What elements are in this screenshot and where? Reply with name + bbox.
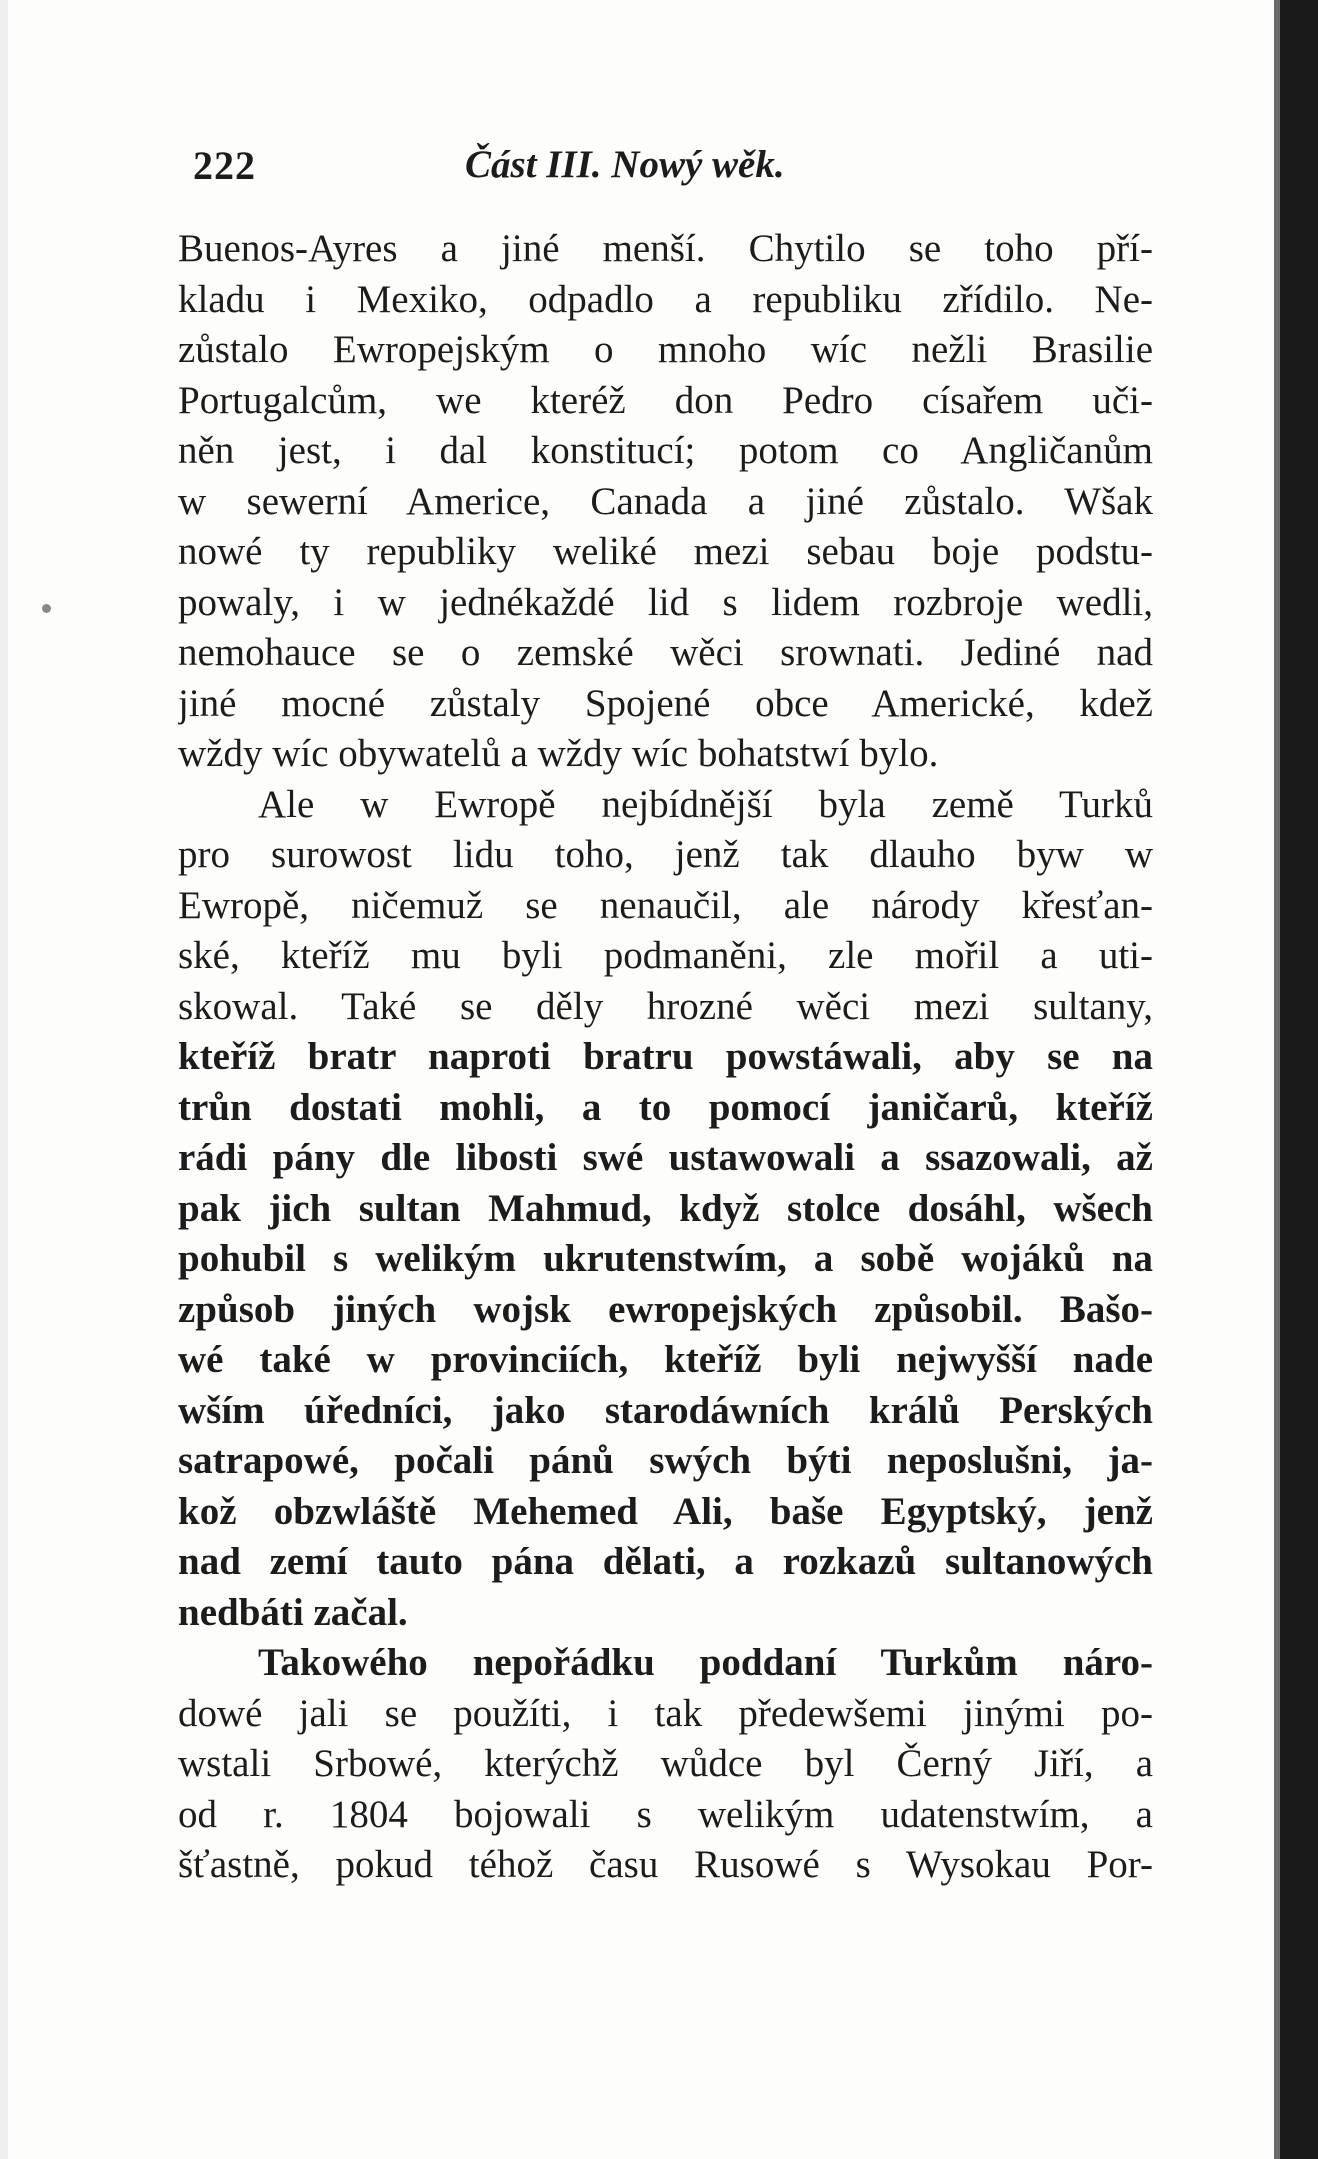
- text-line: kož obzwláště Mehemed Ali, baše Egyptský, jenž: [178, 1489, 1153, 1533]
- page-header: [185, 142, 1145, 192]
- text-line: pak jich sultan Mahmud, když stolce dosáhl, wšech: [178, 1186, 1153, 1230]
- text-line: dowé jali se použíti, i tak předewšemi jinými po-: [178, 1691, 1153, 1735]
- body-text: [178, 224, 1153, 1891]
- text-line: Buenos-Ayres a jiné menší. Chytilo se toho pří-: [178, 227, 1153, 270]
- text-line: kladu i Mexiko, odpadlo a republiku zřídilo. Ne-: [178, 277, 1153, 321]
- text-line: nad zemí tauto pána dělati, a rozkazů sultanowých: [178, 1540, 1153, 1583]
- text-line: způsob jiných wojsk ewropejských způsobil. Bašo-: [178, 1287, 1153, 1331]
- text-line: trůn dostati mohli, a to pomocí janičarů, kteříž: [178, 1085, 1153, 1129]
- text-line: ské, kteříž mu byli podmaněni, zle mořil a uti-: [178, 934, 1153, 977]
- running-head: Část III. Nowý wěk.: [465, 143, 785, 186]
- text-line: Ewropě, ničemuž se nenaučil, ale národy křesťan-: [178, 883, 1153, 927]
- text-line: rádi pány dle libosti swé ustawowali a ssazowali, až: [178, 1136, 1153, 1179]
- text-line: pohubil s welikým ukrutenstwím, a sobě wojáků na: [178, 1237, 1153, 1280]
- text-line: nowé ty republiky weliké mezi sebau boje podstu-: [178, 530, 1153, 573]
- text-line: nedbáti začal.: [178, 1590, 408, 1634]
- page-right-edge: [1280, 0, 1318, 2159]
- text-line: w sewerní Americe, Canada a jiné zůstalo. Wšak: [178, 479, 1153, 523]
- text-line: powaly, i w jednékaždé lid s lidem rozbroje wedli,: [178, 580, 1153, 624]
- paragraph-first-line: Takowého nepořádku poddaní Turkům náro-: [258, 1641, 1153, 1684]
- text-line: kteříž bratr naproti bratru powstáwali, aby se na: [178, 1035, 1153, 1078]
- text-line: satrapowé, počali pánů swých býti neposlušni, ja-: [178, 1439, 1153, 1482]
- paragraph-first-line: Ale w Ewropě nejbídnější byla země Turků: [258, 782, 1153, 826]
- text-line: wé také w provinciích, kteříž byli nejwyšší nade: [178, 1338, 1153, 1381]
- page-number: 222: [193, 143, 256, 188]
- text-line: jiné mocné zůstaly Spojené obce Americké, kdež: [178, 681, 1153, 725]
- paper-speck: [42, 604, 51, 613]
- text-line: zůstalo Ewropejským o mnoho wíc nežli Brasilie: [178, 328, 1153, 371]
- text-line: wším úředníci, jako starodáwních králů Perských: [178, 1388, 1153, 1432]
- text-line: wstali Srbowé, kterýchž wůdce byl Černý Jiří, a: [178, 1742, 1153, 1785]
- text-line: skowal. Také se děly hrozné wěci mezi sultany,: [178, 984, 1153, 1028]
- text-line: něn jest, i dal konstitucí; potom co Angličanům: [178, 429, 1153, 472]
- text-line: šťastně, pokud téhož času Rusowé s Wysokau Por-: [178, 1843, 1153, 1886]
- text-line: nemohauce se o zemské wěci srownati. Jediné nad: [178, 631, 1153, 674]
- text-line: wždy wíc obywatelů a wždy wíc bohatstwí bylo.: [178, 732, 939, 775]
- text-line: pro surowost lidu toho, jenž tak dlauho byw w: [178, 833, 1153, 876]
- page-left-edge: [0, 0, 8, 2159]
- text-line: od r. 1804 bojowali s welikým udatenstwím, a: [178, 1792, 1153, 1836]
- text-line: Portugalcům, we kteréž don Pedro císařem uči-: [178, 378, 1153, 422]
